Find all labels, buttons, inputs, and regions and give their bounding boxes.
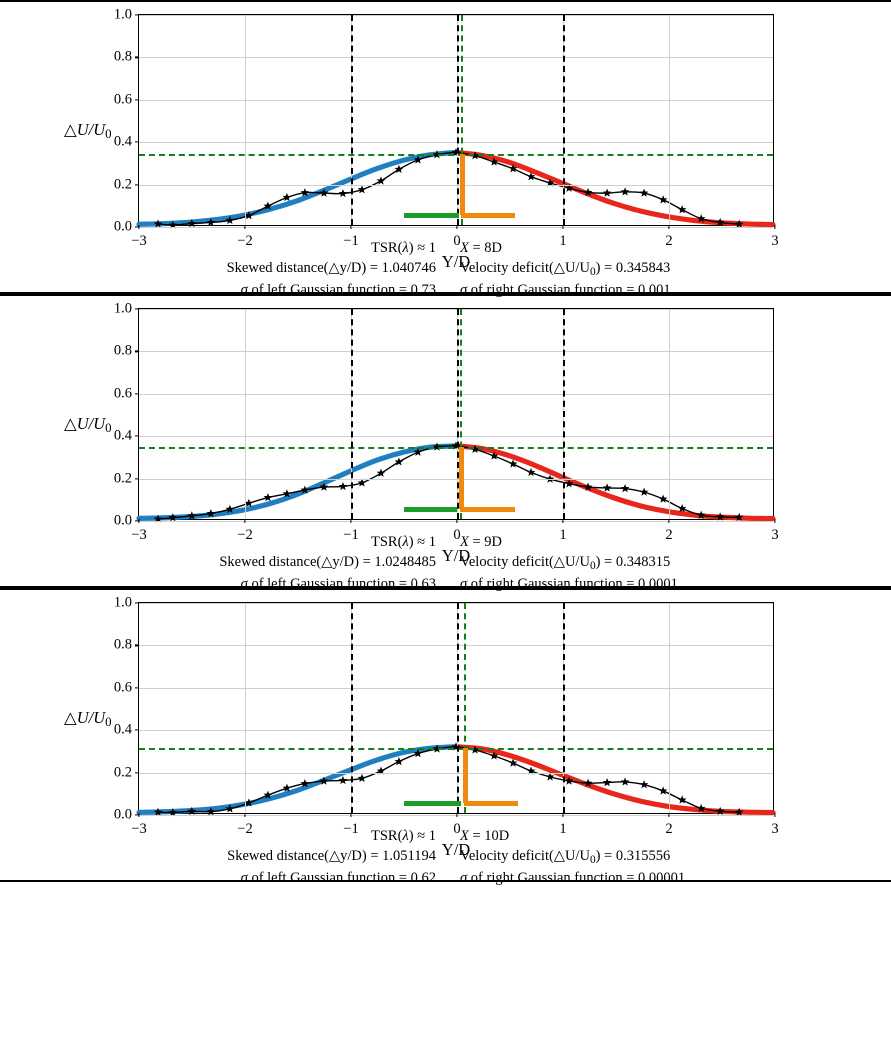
x-tick-label: 2 [665, 527, 673, 543]
y-tick-label: 0.0 [113, 218, 132, 235]
gridline-vertical [245, 603, 246, 813]
caption-row-values-10D [0, 846, 891, 868]
measured-data-marker [640, 488, 649, 496]
x-tick-label: 0 [453, 527, 461, 543]
gridline-horizontal [139, 603, 773, 604]
velocity-deficit-9D: Velocity $deficit(\triangle U/U_0) = 0.348315$ [460, 554, 671, 572]
measured-data-marker [603, 483, 612, 491]
y-axis-delta-symbol: △ [64, 414, 77, 433]
measured-data-marker [659, 786, 668, 794]
measured-data-marker [339, 189, 348, 197]
gridline-horizontal [139, 57, 773, 58]
measured-data-marker [264, 493, 273, 501]
y-tick-label: 0.4 [113, 427, 132, 444]
gridline-horizontal [139, 773, 773, 774]
y-tick-label: 0.8 [113, 636, 132, 653]
y-tick-label: 0.2 [113, 470, 132, 487]
y-axis-label-subscript: 0 [105, 421, 112, 436]
gridline-horizontal [139, 100, 773, 101]
curves-8D [139, 15, 773, 225]
caption-row-values-8D [0, 258, 891, 280]
gridline-vertical [245, 309, 246, 519]
measured-data-marker [621, 187, 630, 195]
left-half-width-bar [404, 801, 461, 806]
tsr-text-9D: TSR(λ) ≈ 1 [371, 534, 436, 550]
measured-data-marker [678, 795, 687, 803]
x-tick-label: −2 [237, 821, 253, 837]
gridline-horizontal [139, 142, 773, 143]
measured-data-marker [621, 777, 630, 785]
station-text-10D: X = 10D [460, 828, 510, 844]
tsr-text-8D: TSR(λ) ≈ 1 [371, 240, 436, 256]
measured-data-marker [377, 176, 386, 184]
chart-panel-10D [0, 588, 891, 887]
measured-data-marker [527, 468, 536, 476]
measured-data-marker [659, 494, 668, 502]
curves-10D [139, 603, 773, 813]
x-tick-label: 1 [559, 233, 567, 249]
reference-dashed-line [351, 603, 353, 813]
gridline-horizontal [139, 351, 773, 352]
x-tick-label: −1 [343, 821, 359, 837]
y-axis-label-9D [64, 414, 112, 436]
y-axis-label-subscript: 0 [105, 127, 112, 142]
right-half-width-bar [461, 213, 515, 218]
measured-data-marker [283, 193, 292, 201]
caption-row-tsr-9D [0, 532, 891, 552]
x-tick-label: −3 [131, 233, 147, 249]
x-tick-label: 2 [665, 233, 673, 249]
x-tick-label: −3 [131, 821, 147, 837]
x-tick-label: 3 [771, 821, 779, 837]
measured-data-marker [339, 482, 348, 490]
measured-data-marker [603, 778, 612, 786]
x-tick-label: −3 [131, 527, 147, 543]
x-tick-label: −2 [237, 527, 253, 543]
sigma-left-8D: σ of left Gaussian function = 0.73 [240, 282, 436, 299]
y-tick-label: 0.4 [113, 133, 132, 150]
y-tick-label: 1.0 [113, 6, 132, 23]
measured-data-marker [603, 189, 612, 197]
x-tick-label: 1 [559, 527, 567, 543]
right-half-width-bar [464, 801, 518, 806]
x-tick-label: 0 [453, 821, 461, 837]
y-tick-label: 0.0 [113, 512, 132, 529]
y-tick-label: 1.0 [113, 300, 132, 317]
y-tick-label: 1.0 [113, 594, 132, 611]
measured-data-marker [395, 757, 404, 765]
chart-panel-8D [0, 0, 891, 299]
y-axis-label-10D [64, 708, 112, 730]
y-axis-label-text: U/U [76, 120, 106, 139]
gridline-vertical [669, 309, 670, 519]
caption-9D [0, 532, 891, 594]
y-tick-label: 0.4 [113, 721, 132, 738]
gridline-horizontal [139, 309, 773, 310]
left-half-width-bar [404, 213, 459, 218]
sigma-left-10D: σ of left Gaussian function = 0.62 [240, 870, 436, 887]
skewed-distance-10D: Skewed distance(△y/D) = 1.051194 [227, 848, 436, 864]
caption-row-tsr-8D [0, 238, 891, 258]
y-axis-label-subscript: 0 [105, 715, 112, 730]
measured-data-marker [339, 776, 348, 784]
left-half-width-bar [404, 507, 457, 512]
y-tick-label: 0.2 [113, 176, 132, 193]
x-axis-label-9D: Y/D [441, 546, 471, 565]
y-tick-label: 0.6 [113, 385, 132, 402]
y-axis-delta-symbol: △ [64, 708, 77, 727]
gridline-horizontal [139, 479, 773, 480]
tsr-text-10D: TSR(λ) ≈ 1 [371, 828, 436, 844]
reference-dashed-line [563, 309, 565, 519]
reference-dashed-line [563, 15, 565, 225]
y-tick-label: 0.8 [113, 48, 132, 65]
peak-stem-marker [463, 748, 468, 803]
y-tick-label: 0.8 [113, 342, 132, 359]
peak-stem-marker [459, 447, 464, 509]
x-tick-label: 3 [771, 233, 779, 249]
y-axis-label-text: U/U [76, 708, 106, 727]
gridline-horizontal [139, 185, 773, 186]
station-text-9D: X = 9D [460, 534, 503, 550]
reference-dashed-line [457, 603, 459, 813]
y-axis-label-text: U/U [76, 414, 106, 433]
reference-dashed-line [563, 603, 565, 813]
y-tick-label: 0.6 [113, 679, 132, 696]
gridline-horizontal [139, 394, 773, 395]
reference-dashed-line [457, 15, 459, 225]
reference-dashed-line [351, 15, 353, 225]
caption-row-tsr-10D [0, 826, 891, 846]
velocity-deficit-10D: Velocity $deficit(\triangle U/U_0) = 0.315556$ [460, 848, 671, 866]
velocity-deficit-8D: Velocity $deficit(\triangle U/U_0) = 0.345843$ [460, 260, 671, 278]
curves-9D [139, 309, 773, 519]
caption-10D [0, 826, 891, 888]
chart-panel-9D [0, 294, 891, 593]
x-tick-label: 0 [453, 233, 461, 249]
gridline-horizontal [139, 730, 773, 731]
skewed-distance-9D: Skewed distance(△y/D) = 1.0248485 [219, 554, 436, 570]
gridline-horizontal [139, 688, 773, 689]
reference-dashed-line [351, 309, 353, 519]
deficit-dashed-line [139, 154, 773, 156]
caption-row-values-9D [0, 552, 891, 574]
caption-8D [0, 238, 891, 300]
deficit-dashed-line [139, 447, 773, 449]
x-axis-label-10D: Y/D [441, 840, 471, 859]
y-axis-delta-symbol: △ [64, 120, 77, 139]
y-tick-label: 0.0 [113, 806, 132, 823]
gridline-horizontal [139, 15, 773, 16]
sigma-left-9D: σ of left Gaussian function = 0.63 [240, 576, 436, 593]
x-tick-label: 1 [559, 821, 567, 837]
gridline-vertical [669, 15, 670, 225]
gridline-horizontal [139, 645, 773, 646]
gridline-vertical [669, 603, 670, 813]
measured-data-marker [358, 774, 367, 782]
peak-stem-marker [460, 154, 465, 215]
deficit-dashed-line [139, 748, 773, 750]
x-tick-label: 2 [665, 821, 673, 837]
station-text-8D: X = 8D [460, 240, 503, 256]
gridline-vertical [245, 15, 246, 225]
y-axis-label-8D [64, 120, 112, 142]
x-axis-label-8D: Y/D [441, 252, 471, 271]
measured-data-marker [659, 195, 668, 203]
sigma-right-8D: σ of right Gaussian function = 0.001 [460, 282, 671, 299]
sigma-right-9D: σ of right Gaussian function = 0.0001 [460, 576, 678, 593]
x-tick-label: −1 [343, 233, 359, 249]
gridline-horizontal [139, 436, 773, 437]
right-half-width-bar [460, 507, 516, 512]
y-tick-label: 0.2 [113, 764, 132, 781]
measured-data-marker [640, 189, 649, 197]
measured-data-marker [358, 185, 367, 193]
x-tick-label: −2 [237, 233, 253, 249]
x-tick-label: −1 [343, 527, 359, 543]
caption-row-sigma-10D [0, 868, 891, 888]
measured-data-marker [621, 484, 630, 492]
sigma-right-10D: σ of right Gaussian function = 0.00001 [460, 870, 686, 887]
measured-data-marker [640, 780, 649, 788]
skewed-distance-8D: Skewed distance(△y/D) = 1.040746 [226, 260, 436, 276]
measured-data-marker [678, 205, 687, 213]
x-tick-label: 3 [771, 527, 779, 543]
y-tick-label: 0.6 [113, 91, 132, 108]
